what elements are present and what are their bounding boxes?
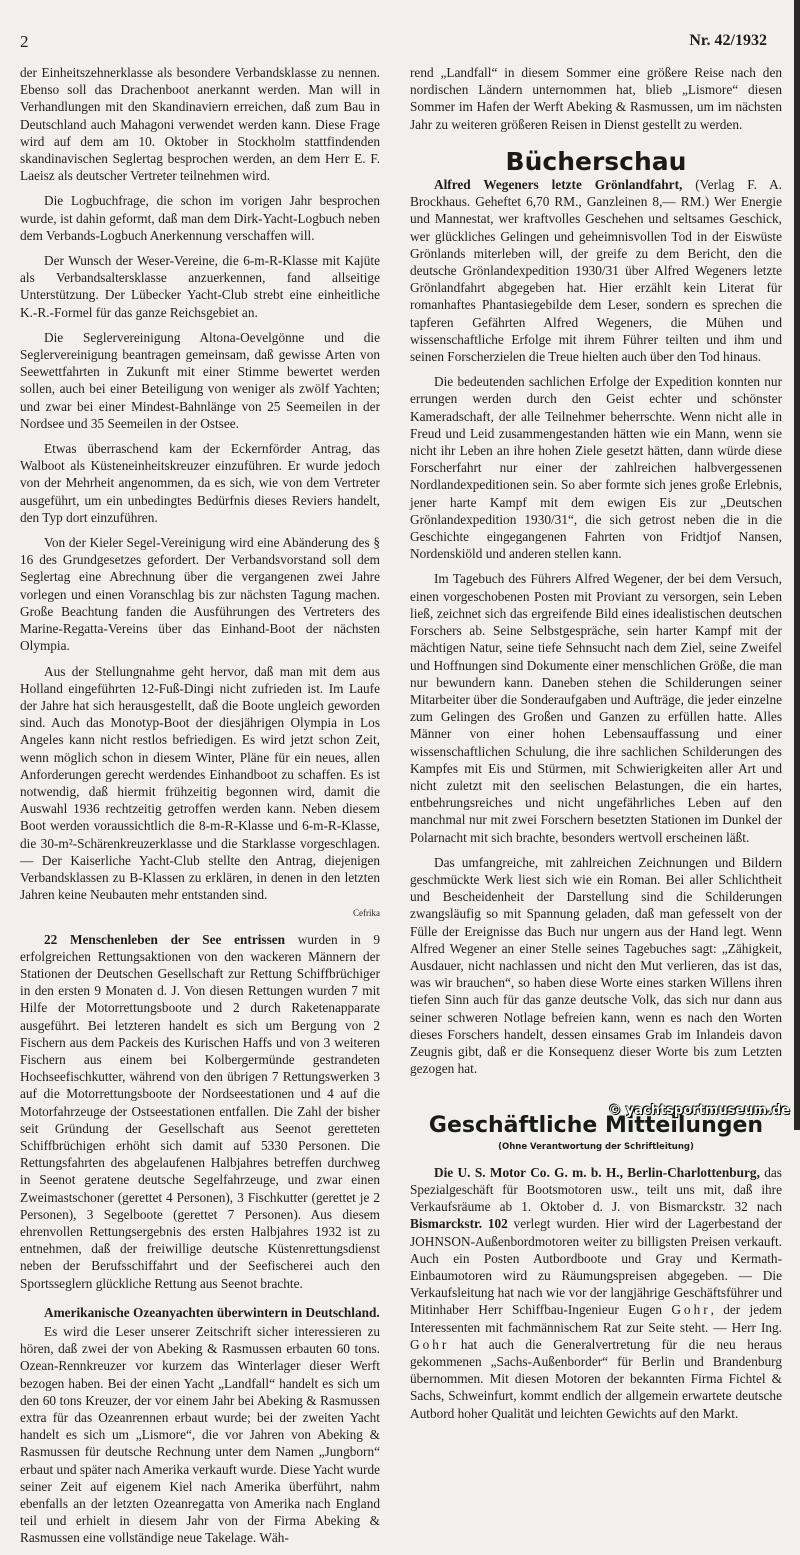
company-name: Die U. S. Motor Co. G. m. b. H., Berlin-Charlottenburg, [434,1164,760,1180]
new-address: Bismarckstr. 102 [410,1216,508,1232]
section-heading-geschaeftliche-mitteilungen: Geschäftliche Mitteilungen [428,1113,764,1139]
paragraph: der Einheitszehnerklasse als besondere Verbandsklasse zu nennen. Ebenso soll das Drachenboot anerkannt werden. Man will in Verhandlungen mit den Skandinaviern erreichen, daß zum Bau in Deutschland auch Mahagoni verwendet werden kann. Diese Frage wird auf dem am 10. Oktober in Stockholm stattfindenden skandinavischen Seglertag besprochen werden, an dem Herr E. F. Laeisz als deutscher Vertreter teilnehmen wird. [20,65,380,184]
paragraph: Im Tagebuch des Führers Alfred Wegener, der bei dem Versuch, einen vorgeschobenen Posten mit Proviant zu versorgen, sein Leben ließ, zeichnet sich das ergreifende Bild eines idealistischen deutschen Forschers ab. Seine Selbstgespräche, sein harter Kampf mit der mächtigen Natur, seine tiefe Sehnsucht nach dem Ziel, seine Zweifel und Hoffnungen sind Dokumente einer menschlichen Größe, die man nur bewundern kann. Daneben stehen die Schilderungen seiner Mitarbeiter über die Sonderaufgaben und Aufträge, die jeder einzelne zum Gelingen des Großen und Ganzen zu erfüllen hatte. Alles Männer von einer hohen Lebensauffassung und einer wissenschaftlichen Schulung, die ihre sachlichen Schilderungen des Kampfes mit Eis und Stürmen, mit Schwierigkeiten aller Art und nicht zuletzt mit den seelischen Belastungen, die ein hartes, entbehrungsreiches und nicht ungefährliches Leben auf den manchmal nur mit zwei Forschern besetzten Stationen im Dunkel der Polarnacht mit sich brachte, besonders wertvoll erscheinen läßt. [410,571,782,845]
page-number: 2 [20,32,29,51]
paragraph: Die bedeutenden sachlichen Erfolge der Expedition konnten nur errungen werden durch den Geist echter und schönster Kameradschaft, der alle Teilnehmer beherrschte. Wenn nicht alle in Freud und Leid zusammengestanden hätten wie ein Mann, wenn sie nicht ihr Leben an ihre hohen Ziele gesetzt hätten, dann würde diese Forscherfahrt nur einer der zahlreichen halbvergessenen Nordlandexpeditionen sein. So aber formte sich jenes große Erlebnis, jener harte Kampf mit dem ewigen Eis zur „Deutschen Grönlandexpedition 1930/31“, die sich getrost neben die in die Geschichte eingegangenen Fahrten von Fridtjof Nansen, Nordenskiöld und anderen stellen kann. [410,374,782,562]
rescue-article [20,931,380,1292]
issue-number: Nr. 42/1932 [689,32,767,49]
paragraph: Von der Kieler Segel-Vereinigung wird eine Abänderung des § 16 des Grundgesetzes gefordert. Der Verbandsvorstand soll dem Seglertag eine Abrechnung über die vergangenen zwei Jahre vorlegen und einen Voranschlag bis zur nächsten Tagung machen. Große Beachtung fanden die Ausführungen des Vertreters des Marine-Regatta-Vereins über das Einhand-Boot der nächsten Olympia. [20,535,380,654]
watermark: © yachtsportmuseum.de [608,1103,790,1118]
notice-text: das Spezialgeschäft für Bootsmotoren usw., teilt uns mit, daß ihre Verkaufsräume ab 1. Oktober d. J. von Bismarckstr. 32 nach [410,1164,782,1215]
section-subtitle: (Ohne Verantwortung der Schriftleitung) [498,1141,694,1152]
paragraph: Die Logbuchfrage, die schon im vorigen Jahr besprochen wurde, ist dahin geformt, daß man dem Dirk-Yacht-Logbuch neben dem Verbands-Logbuch Anerkennung verschaffen will. [20,193,380,243]
review-text: (Verlag F. A. Brockhaus. Geheftet 6,70 RM., Ganzleinen 8,— RM.) Wer Energie und Mannestat, wer kraftvolles Geschehen und seltsames Geschick, wer glückliches Gelingen und geheimnisvollen Tod in der Eiswüste Grönlands miterleben will, der greife zu dem Bericht, den die deutsche Grönlandexpedition 1930/31 über Alfred Wegeners letzte Grönlandfahrt abgegeben hat. Hier erzählt kein Literat für romanhaftes Phantasiegebilde dem Leser, sondern es sprechen die tapferen Gefährten Alfred Wegeners, die Mühen und wissenschaftliche Erfolge mit ihrem Führer teilten und ihm und seinen Forscherzielen die Treue hielten auch über den Tod hinaus. [410,177,782,365]
paragraph: Die Seglervereinigung Altona-Oevelgönne und die Seglervereinigung beantragen gemeinsam, daß gewisse Arten von Seewettfahrten in Zukunft mit einer Stimme bewertet werden sollen, auch bei einer Beteiligung von weniger als zwölf Yachten; und zwar bei einer Mindest-Bahnlänge von 25 Seemeilen in der Nordsee und 35 Seemeilen in der Ostsee. [20,329,380,431]
article-text: wurden in 9 erfolgreichen Rettungsaktionen von den wackeren Männern der Stationen der Deutschen Gesellschaft zur Rettung Schiffbrüchiger in den ersten 9 Monaten d. J. Von diesen Rettungen wurden 7 mit Hilfe der Motorrettungsboote und 2 durch Raketenapparate ausgeführt. Bei letzteren handelt es sich um Bergung von 2 Fischern aus dem Packeis des Kurischen Haffs und von 3 weiteren Fischern aus einem bei Kolbergermünde gestrandeten Hochseefischkutter, während von den übrigen 7 Rettungswerken 3 auf die Motorrettungsboote der Nordseestationen und 4 auf die Motorfahrzeuge der Ostseestationen entfallen. Die Zahl der bisher seit Gründung der Gesellschaft aus Seenot geretteten Schiffbrüchigen erhöht sich damit auf 5330 Personen. Die Rettungsfahrten des abgelaufenen Halbjahres betreffen durchweg in Seenot geratene deutsche Segelfahrzeuge, und zwar einen Zweimastschoner (gerettet 4 Personen), 3 Fischkutter (gerettet je 2 Personen), 3 Segelboote (gerettet 7 Personen). Aus diesem ehrenvollen Rettungsergebnis des ersten Halbjahres 1932 ist zu entnehmen, daß der freiwillige deutsche Küstenrettungsdienst neben der Berufsschiffahrt und der Seefischerei auch den Sportsseglern glückliche Rettung aus Seenot brachte. [20,931,381,1291]
notice-text: , der jedem Interessenten mit fachmännischem Rat zur Seite steht. — Herr Ing. [410,1302,782,1335]
paragraph: Aus der Stellungnahme geht hervor, daß man mit dem aus Holland eingeführten 12-Fuß-Dingi nicht zufrieden ist. Im Laufe der Jahre hat sich herausgestellt, daß die Boote ungleich geworden sind. Auch das Monotyp-Boot der diesjährigen Olympia in Los Angeles kann nicht restlos befriedigen. Es wird jetzt schon Zeit, wenn möglich schon in diesem Winter, Pläne für ein neues, allen Anforderungen gerecht werdendes Einhandboot zu schaffen. Es ist notwendig, daß hiermit frühzeitig begonnen wird, damit die Auswahl 1936 rechtzeitig getroffen werden kann. Neben diesem Boot werden voraussichtlich die 8-m-R-Klasse und 6-m-R-Klasse, die 30-m²-Schärenkreuzerklasse und die Starklasse vorgeschlagen. — Der Kaiserliche Yacht-Club stellte den Antrag, diejenigen Verbandsklassen zu B-Klassen zu erklären, in denen in den letzten Jahren keine Neubauten mehr entstanden sind. [20,663,380,903]
paragraph: rend „Landfall“ in diesem Sommer eine größere Reise nach den nordischen Ländern unternommen hat, blieb „Lismore“ diesen Sommer im Hafen der Werft Abeking & Rasmussen, um im nächsten Jahr zu weiteren größeren Reisen in Dienst gestellt zu werden. [410,65,782,132]
notice-text: verlegt wurden. Hier wird der Lagerbestand der JOHNSON-Außenbordmotoren weiter zu billigsten Preisen verkauft. Auch ein Posten Autbordboote und Gray und Kermath-Einbaumotoren wird zu Räumungspreisen abgegeben. — Die Verkaufsleitung hat nach wie vor der langjährige Geschäftsführer und Mitinhaber Herr Schiffbau-Ingenieur Eugen [410,1216,782,1318]
paragraph: Das umfangreiche, mit zahlreichen Zeichnungen und Bildern geschmückte Werk liest sich wie ein Roman. Bei aller Schlichtheit und Bescheidenheit der Darstellung sind die Schilderungen zwangsläufig so mit Spannung geladen, daß man gefesselt von der Fülle der Ereignisse das Buch nur ungern aus der Hand legt. Wenn Alfred Wegener an einer Stelle seines Tagebuches sagt: „Zähigkeit, Ausdauer, nicht nachlassen und nicht den Mut verlieren, das ist das, was wir brauchen“, so haben diese Worte eines starken Willens ihren tiefen Sinn auch für das ganze deutsche Volk, das sich nur dann aus seiner schweren Notlage befreien kann, wenn es nach den Worten dieses Forschers handelt, dessen einsames Grab im Inlandeis davon Zeugnis gibt, daß er die Konsequenz dieser Worte bis zum Letzten gezogen hat. [410,854,782,1077]
book-title: Alfred Wegeners letzte Grönlandfahrt, [434,177,683,193]
left-column [20,64,380,1555]
person-name: Gohr [410,1336,450,1352]
notice-text: hat auch die Generalvertretung für die neu heraus gekommenen „Sachs-Außenborder“ für Berlin und Brandenburg übernommen. Mit diesen Motoren der bekannten Firma Fichtel & Sachs, Schweinfurt, kommt endlich der allgemein erwartete deutsche Autbord hoher Qualität und leichten Gewichts auf den Markt. [410,1336,782,1421]
book-review [410,176,782,365]
business-notice [410,1164,782,1422]
paragraph: Der Wunsch der Weser-Vereine, die 6-m-R-Klasse mit Kajüte als Verbandsaltersklasse anzuerkennen, fand allseitige Unterstützung. Der Lübecker Yacht-Club strebt eine einheitliche K.-R.-Formel für das ganze Reichsgebiet an. [20,253,380,320]
scan-edge [794,0,800,1130]
article-lead: 22 Menschenleben der See entrissen [44,931,286,947]
article-heading [20,1304,380,1321]
section-heading-buecherschau: Bücherschau [505,146,687,176]
yacht-heading: Amerikanische Ozeanyachten überwintern in Deutschland. [44,1304,380,1320]
author-signature: Cefrika [353,908,380,919]
paragraph: Es wird die Leser unserer Zeitschrift sicher interessieren zu hören, daß zwei der von Abeking & Rasmussen erbauten 60 tons. Ozean-Rennkreuzer vor kurzem das Winterlager dieser Werft bezogen haben. Bei der einen Yacht „Landfall“ handelt es sich um den 60 tons Kreuzer, der vor einem Jahr bei Abeking & Rasmussen extra für das Ozeanrennen erbaut wurde; bei der zweiten Yacht handelt es sich um „Lismore“, die vor Jahren von Abeking & Rasmussen für deutsche Rechnung unter dem Namen „Jungborn“ erbaut und später nach Amerika verkauft wurde. Diese Yacht wurde seiner Zeit auf eigenem Kiel nach Amerika überführt, nahm ebenfalls an der letzten Ozeanregatta von Amerika nach England teil und erhielt in diesem Jahr von der Firma Abeking & Rasmussen eine vollständige neue Takelage. Wäh- [20,1324,381,1546]
right-column [410,64,782,1430]
person-name: Gohr [671,1302,711,1318]
paragraph: Etwas überraschend kam der Eckernförder Antrag, das Walboot als Küsteneinheitskreuzer einzuführen. Er wurde jedoch von der Mehrheit angenommen, da es sich, wie von dem Vertreter ausgeführt, um ein unbedingtes Bedürfnis dieses Reviers handelt, den Typ dort einzuführen. [20,441,380,525]
